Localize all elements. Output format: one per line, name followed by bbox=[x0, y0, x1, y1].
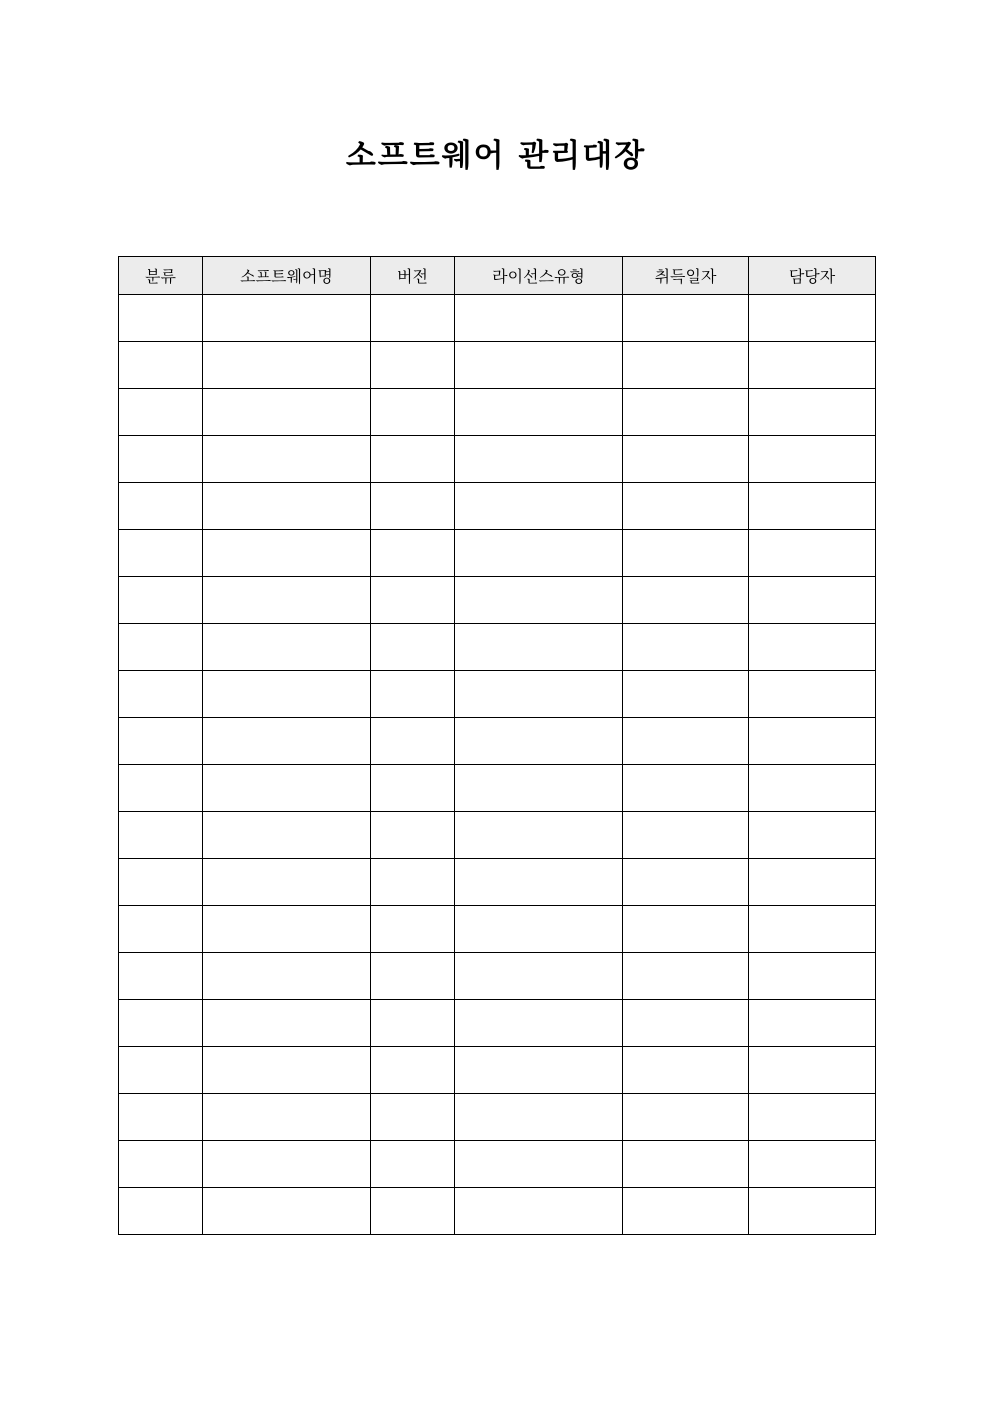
cell-acquisition-date[interactable] bbox=[623, 295, 749, 342]
cell-manager[interactable] bbox=[749, 436, 876, 483]
cell-manager[interactable] bbox=[749, 953, 876, 1000]
cell-category[interactable] bbox=[119, 1094, 203, 1141]
cell-acquisition-date[interactable] bbox=[623, 1047, 749, 1094]
cell-version[interactable] bbox=[371, 436, 455, 483]
cell-category[interactable] bbox=[119, 624, 203, 671]
cell-acquisition-date[interactable] bbox=[623, 436, 749, 483]
cell-manager[interactable] bbox=[749, 577, 876, 624]
cell-category[interactable] bbox=[119, 295, 203, 342]
cell-software-name[interactable] bbox=[203, 1047, 371, 1094]
cell-acquisition-date[interactable] bbox=[623, 765, 749, 812]
cell-license-type[interactable] bbox=[455, 906, 623, 953]
cell-software-name[interactable] bbox=[203, 624, 371, 671]
cell-license-type[interactable] bbox=[455, 342, 623, 389]
header-license-type: 라이선스유형 bbox=[455, 257, 623, 295]
cell-version[interactable] bbox=[371, 389, 455, 436]
table-row bbox=[119, 577, 876, 624]
cell-version[interactable] bbox=[371, 953, 455, 1000]
cell-software-name[interactable] bbox=[203, 812, 371, 859]
table-row bbox=[119, 718, 876, 765]
cell-version[interactable] bbox=[371, 765, 455, 812]
cell-acquisition-date[interactable] bbox=[623, 812, 749, 859]
cell-software-name[interactable] bbox=[203, 483, 371, 530]
cell-license-type[interactable] bbox=[455, 718, 623, 765]
cell-manager[interactable] bbox=[749, 1188, 876, 1235]
cell-category[interactable] bbox=[119, 483, 203, 530]
cell-category[interactable] bbox=[119, 953, 203, 1000]
cell-acquisition-date[interactable] bbox=[623, 624, 749, 671]
cell-version[interactable] bbox=[371, 1141, 455, 1188]
table-body bbox=[119, 295, 876, 1235]
cell-license-type[interactable] bbox=[455, 859, 623, 906]
cell-version[interactable] bbox=[371, 1047, 455, 1094]
cell-manager[interactable] bbox=[749, 295, 876, 342]
table-row bbox=[119, 624, 876, 671]
cell-license-type[interactable] bbox=[455, 1094, 623, 1141]
cell-acquisition-date[interactable] bbox=[623, 953, 749, 1000]
cell-acquisition-date[interactable] bbox=[623, 718, 749, 765]
cell-manager[interactable] bbox=[749, 1000, 876, 1047]
cell-license-type[interactable] bbox=[455, 483, 623, 530]
cell-license-type[interactable] bbox=[455, 1047, 623, 1094]
header-manager: 담당자 bbox=[749, 257, 876, 295]
cell-version[interactable] bbox=[371, 483, 455, 530]
cell-category[interactable] bbox=[119, 1141, 203, 1188]
table-row bbox=[119, 342, 876, 389]
cell-software-name[interactable] bbox=[203, 295, 371, 342]
table-row bbox=[119, 1094, 876, 1141]
cell-acquisition-date[interactable] bbox=[623, 530, 749, 577]
page-title: 소프트웨어 관리대장 bbox=[345, 138, 647, 174]
cell-version[interactable] bbox=[371, 295, 455, 342]
cell-version[interactable] bbox=[371, 1094, 455, 1141]
software-register-table bbox=[118, 256, 876, 1235]
cell-acquisition-date[interactable] bbox=[623, 1094, 749, 1141]
cell-license-type[interactable] bbox=[455, 436, 623, 483]
cell-version[interactable] bbox=[371, 530, 455, 577]
cell-version[interactable] bbox=[371, 1000, 455, 1047]
cell-category[interactable] bbox=[119, 1000, 203, 1047]
table-row bbox=[119, 765, 876, 812]
cell-version[interactable] bbox=[371, 624, 455, 671]
cell-version[interactable] bbox=[371, 342, 455, 389]
cell-version[interactable] bbox=[371, 812, 455, 859]
cell-license-type[interactable] bbox=[455, 1188, 623, 1235]
cell-software-name[interactable] bbox=[203, 718, 371, 765]
cell-license-type[interactable] bbox=[455, 389, 623, 436]
table-row bbox=[119, 859, 876, 906]
cell-category[interactable] bbox=[119, 530, 203, 577]
cell-acquisition-date[interactable] bbox=[623, 483, 749, 530]
table-row bbox=[119, 1188, 876, 1235]
cell-manager[interactable] bbox=[749, 812, 876, 859]
cell-acquisition-date[interactable] bbox=[623, 1188, 749, 1235]
table-row bbox=[119, 1000, 876, 1047]
table-row bbox=[119, 436, 876, 483]
cell-software-name[interactable] bbox=[203, 530, 371, 577]
table-row bbox=[119, 812, 876, 859]
cell-manager[interactable] bbox=[749, 1094, 876, 1141]
cell-license-type[interactable] bbox=[455, 577, 623, 624]
cell-manager[interactable] bbox=[749, 483, 876, 530]
cell-license-type[interactable] bbox=[455, 1141, 623, 1188]
table-row bbox=[119, 483, 876, 530]
cell-category[interactable] bbox=[119, 1188, 203, 1235]
cell-software-name[interactable] bbox=[203, 577, 371, 624]
cell-license-type[interactable] bbox=[455, 953, 623, 1000]
cell-category[interactable] bbox=[119, 671, 203, 718]
table-row bbox=[119, 1047, 876, 1094]
cell-manager[interactable] bbox=[749, 718, 876, 765]
cell-license-type[interactable] bbox=[455, 671, 623, 718]
cell-software-name[interactable] bbox=[203, 671, 371, 718]
table-row bbox=[119, 671, 876, 718]
cell-version[interactable] bbox=[371, 859, 455, 906]
cell-category[interactable] bbox=[119, 1047, 203, 1094]
cell-software-name[interactable] bbox=[203, 342, 371, 389]
table-row bbox=[119, 953, 876, 1000]
cell-license-type[interactable] bbox=[455, 624, 623, 671]
cell-software-name[interactable] bbox=[203, 1188, 371, 1235]
cell-category[interactable] bbox=[119, 718, 203, 765]
cell-manager[interactable] bbox=[749, 1047, 876, 1094]
cell-category[interactable] bbox=[119, 765, 203, 812]
cell-software-name[interactable] bbox=[203, 953, 371, 1000]
cell-category[interactable] bbox=[119, 577, 203, 624]
cell-category[interactable] bbox=[119, 906, 203, 953]
cell-manager[interactable] bbox=[749, 530, 876, 577]
cell-category[interactable] bbox=[119, 812, 203, 859]
cell-software-name[interactable] bbox=[203, 765, 371, 812]
table-row bbox=[119, 389, 876, 436]
cell-category[interactable] bbox=[119, 436, 203, 483]
cell-version[interactable] bbox=[371, 906, 455, 953]
cell-acquisition-date[interactable] bbox=[623, 671, 749, 718]
cell-software-name[interactable] bbox=[203, 1141, 371, 1188]
cell-manager[interactable] bbox=[749, 1141, 876, 1188]
cell-acquisition-date[interactable] bbox=[623, 389, 749, 436]
cell-acquisition-date[interactable] bbox=[623, 577, 749, 624]
cell-acquisition-date[interactable] bbox=[623, 859, 749, 906]
table-row bbox=[119, 1141, 876, 1188]
cell-category[interactable] bbox=[119, 389, 203, 436]
cell-acquisition-date[interactable] bbox=[623, 342, 749, 389]
cell-category[interactable] bbox=[119, 859, 203, 906]
cell-software-name[interactable] bbox=[203, 1094, 371, 1141]
cell-license-type[interactable] bbox=[455, 812, 623, 859]
table-row bbox=[119, 295, 876, 342]
cell-software-name[interactable] bbox=[203, 906, 371, 953]
header-software-name: 소프트웨어명 bbox=[203, 257, 371, 295]
table-row bbox=[119, 530, 876, 577]
table-row bbox=[119, 906, 876, 953]
header-acquisition-date: 취득일자 bbox=[623, 257, 749, 295]
header-row bbox=[119, 257, 876, 295]
cell-manager[interactable] bbox=[749, 624, 876, 671]
cell-version[interactable] bbox=[371, 718, 455, 765]
cell-license-type[interactable] bbox=[455, 295, 623, 342]
cell-acquisition-date[interactable] bbox=[623, 1141, 749, 1188]
cell-license-type[interactable] bbox=[455, 765, 623, 812]
header-category: 분류 bbox=[119, 257, 203, 295]
cell-software-name[interactable] bbox=[203, 859, 371, 906]
cell-manager[interactable] bbox=[749, 671, 876, 718]
cell-acquisition-date[interactable] bbox=[623, 1000, 749, 1047]
cell-manager[interactable] bbox=[749, 389, 876, 436]
cell-version[interactable] bbox=[371, 1188, 455, 1235]
cell-version[interactable] bbox=[371, 671, 455, 718]
cell-acquisition-date[interactable] bbox=[623, 906, 749, 953]
cell-software-name[interactable] bbox=[203, 389, 371, 436]
cell-category[interactable] bbox=[119, 342, 203, 389]
cell-manager[interactable] bbox=[749, 765, 876, 812]
cell-license-type[interactable] bbox=[455, 530, 623, 577]
cell-manager[interactable] bbox=[749, 342, 876, 389]
cell-license-type[interactable] bbox=[455, 1000, 623, 1047]
cell-manager[interactable] bbox=[749, 859, 876, 906]
cell-version[interactable] bbox=[371, 577, 455, 624]
cell-manager[interactable] bbox=[749, 906, 876, 953]
cell-software-name[interactable] bbox=[203, 1000, 371, 1047]
cell-software-name[interactable] bbox=[203, 436, 371, 483]
header-version: 버전 bbox=[371, 257, 455, 295]
